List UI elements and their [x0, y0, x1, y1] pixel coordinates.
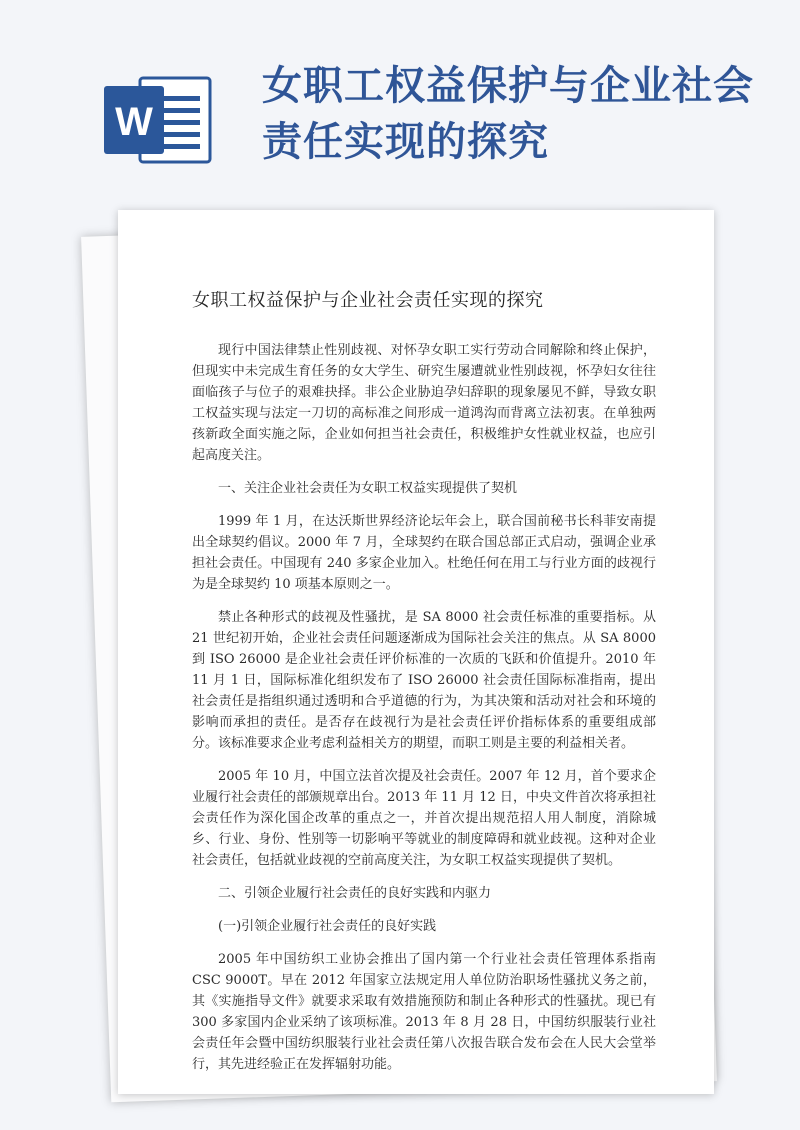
paragraph: 禁止各种形式的歧视及性骚扰，是 SA 8000 社会责任标准的重要指标。从 21 世纪初开始，企业社会责任问题逐渐成为国际社会关注的焦点。从 SA 8000 到 ISO 26000 是企业社会责任评价标准的一次质的飞跃和价值提升。2010 年 11 月 1 日，国际标准化组织发布了 ISO 26000 社会责任国际标准指南，提出社会责任是指组织通过透明和合乎道德的行为，为其决策和活动对社会和环境的影响而承担的责任。是否存在歧视行为是社会责任评价指标体系的重要组成部分。该标准要求企业考虑利益相关方的期望，而职工则是主要的利益相关者。: [192, 610, 656, 751]
paragraph: 现行中国法律禁止性别歧视、对怀孕女职工实行劳动合同解除和终止保护，但现实中未完成生育任务的女大学生、研究生屡遭就业性别歧视，怀孕妇女往往面临孩子与位子的艰难抉择。非公企业胁迫孕妇辞职的现象屡见不鲜，导致女职工权益实现与法定一刀切的高标准之间形成一道鸿沟而背离立法初衷。在单独两孩新政全面实施之际，企业如何担当社会责任，积极维护女性就业权益，也应引起高度关注。: [192, 343, 656, 463]
document-title: 女职工权益保护与企业社会责任实现的探究: [192, 290, 544, 311]
header-title: 女职工权益保护与企业社会责任实现的探究: [262, 63, 754, 165]
word-logo-icon: [102, 72, 214, 168]
section-heading: 二、引领企业履行社会责任的良好实践和内驱力: [218, 886, 492, 901]
section-heading: 一、关注企业社会责任为女职工权益实现提供了契机: [218, 481, 518, 496]
paragraph: 2005 年 10 月，中国立法首次提及社会责任。2007 年 12 月，首个要求企业履行社会责任的部颁规章出台。2013 年 11 月 12 日，中央文件首次将承担社会责任作为深化国企改革的重点之一，并首次提出规范招人用人制度，消除城乡、行业、身份、性别等一切影响平等就业的制度障碍和就业歧视。这种对企业社会责任，包括就业歧视的空前高度关注，为女职工权益实现提供了契机。: [192, 769, 656, 868]
document-page: [118, 210, 714, 1094]
paragraph: 1999 年 1 月，在达沃斯世界经济论坛年会上，联合国前秘书长科菲安南提出全球契约倡议。2000 年 7 月，全球契约在联合国总部正式启动，强调企业承担社会责任。中国现有 240 多家企业加入。杜绝任何在用工与行业方面的歧视行为是全球契约 10 项基本原则之一。: [192, 514, 656, 592]
paragraph: 2005 年中国纺织工业协会推出了国内第一个行业社会责任管理体系指南 CSC 9000T。早在 2012 年国家立法规定用人单位防治职场性骚扰义务之前，其《实施指导文件》就要求采取有效措施预防和制止各种形式的性骚扰。现已有 300 多家国内企业采纳了该项标准。2013 年 8 月 28 日，中国纺织服装行业社会责任年会暨中国纺织服装行业社会责任第八次报告联合发布会在人民大会堂举行，其先进经验正在发挥辐射功能。: [192, 952, 656, 1072]
document-body: [192, 340, 656, 1075]
word-logo-letter: W: [115, 100, 153, 144]
section-heading: (一)引领企业履行社会责任的良好实践: [218, 919, 437, 934]
